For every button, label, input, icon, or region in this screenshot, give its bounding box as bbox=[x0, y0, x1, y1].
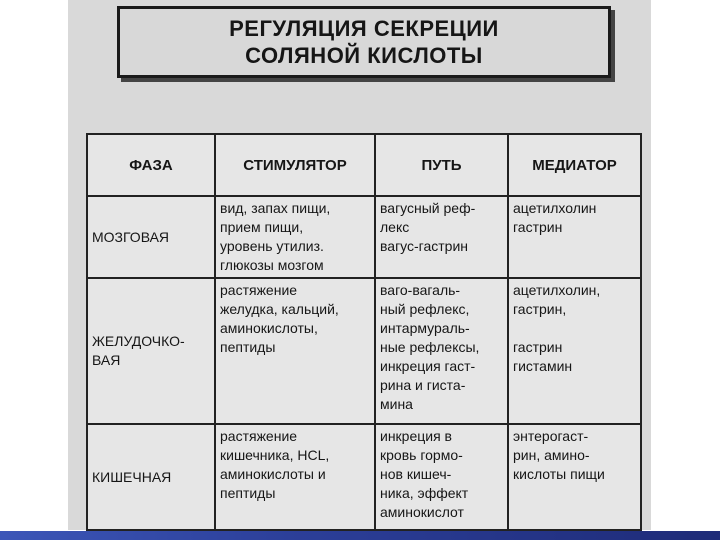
header-path: ПУТЬ bbox=[375, 134, 508, 196]
table-row bbox=[87, 278, 641, 424]
mediator-cell: энтерогаст- рин, амино- кислоты пищи bbox=[508, 424, 641, 530]
header-mediator: МЕДИАТОР bbox=[508, 134, 641, 196]
phase-cell: КИШЕЧНАЯ bbox=[87, 424, 215, 530]
stimulator-cell: растяжение желудка, кальций, аминокислоты, пептиды bbox=[215, 278, 375, 424]
table-header-row bbox=[87, 134, 641, 196]
header-stimulator: СТИМУЛЯТОР bbox=[215, 134, 375, 196]
table-row bbox=[87, 196, 641, 278]
regulation-table bbox=[86, 133, 642, 531]
title-box bbox=[117, 6, 611, 78]
title-line-2: СОЛЯНОЙ КИСЛОТЫ bbox=[245, 43, 483, 68]
path-cell: ваго-вагаль- ный рефлекс, интармураль- ные рефлексы, инкреция гаст- рина и гиста- мина bbox=[375, 278, 508, 424]
header-phase: ФАЗА bbox=[87, 134, 215, 196]
title-line-1: РЕГУЛЯЦИЯ СЕКРЕЦИИ bbox=[229, 16, 499, 41]
stimulator-cell: растяжение кишечника, HCL, аминокислоты и пептиды bbox=[215, 424, 375, 530]
phase-cell: ЖЕЛУДОЧКО- ВАЯ bbox=[87, 278, 215, 424]
mediator-cell: ацетилхолин, гастрин, гастрин гистамин bbox=[508, 278, 641, 424]
stimulator-cell: вид, запах пищи, прием пищи, уровень утилиз. глюкозы мозгом bbox=[215, 196, 375, 278]
phase-cell: МОЗГОВАЯ bbox=[87, 196, 215, 278]
path-cell: инкреция в кровь гормо- нов кишеч- ника, эффект аминокислот bbox=[375, 424, 508, 530]
path-cell: вагусный реф- лекс вагус-гастрин bbox=[375, 196, 508, 278]
mediator-cell: ацетилхолин гастрин bbox=[508, 196, 641, 278]
slide-bottom-bar bbox=[0, 531, 720, 540]
table-row bbox=[87, 424, 641, 530]
